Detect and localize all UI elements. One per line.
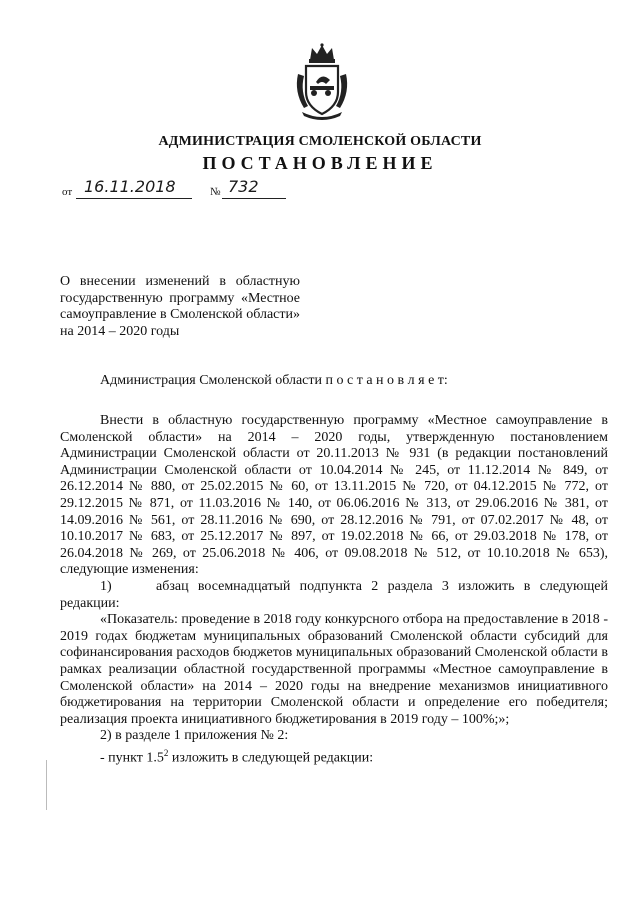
- item-2-subitem: [60, 745, 608, 767]
- item-1-text: абзац восемнадцатый подпункта 2 раздела 3 изложить в следующей редакции:: [60, 578, 608, 611]
- coat-of-arms-icon: [292, 42, 352, 122]
- date-value: 16.11.2018: [84, 177, 176, 196]
- intro-paragraph: Внести в областную государственную программу «Местное самоуправление в Смоленской области» на 2014 – 2020 годы, утвержденную постановлением Администрации Смоленской области от 20.11.2013 № 931 (в редакции постановлений Администрации Смоленской области от 10.04.2014 № 245, от 11.12.2014 № 849, от 26.12.2014 № 880, от 25.02.2015 № 60, от 13.11.2015 № 720, от 04.12.2015 № 772, от 29.12.2015 № 871, от 11.03.2016 № 140, от 06.06.2016 № 313, от 29.06.2016 № 381, от 14.09.2016 № 561, от 28.11.2016 № 690, от 28.12.2016 № 791, от 07.02.2017 № 48, от 10.10.2017 № 683, от 25.12.2017 № 897, от 19.02.2018 № 66, от 29.03.2018 № 178, от 26.04.2018 № 269, от 25.06.2018 № 406, от 09.08.2018 № 512, от 10.10.2018 № 653), следующие изменения:: [60, 413, 608, 578]
- item-2-sub-prefix: - пункт 1.5: [100, 750, 164, 766]
- item-2-sub-superscript: 2: [163, 747, 169, 758]
- document-type-title: ПОСТАНОВЛЕНИЕ: [202, 153, 438, 173]
- document-body: [60, 413, 608, 767]
- item-2: 2) в разделе 1 приложения № 2:: [100, 728, 289, 744]
- organization-title: АДМИНИСТРАЦИЯ СМОЛЕНСКОЙ ОБЛАСТИ: [158, 134, 482, 149]
- item-1-number: 1): [100, 578, 112, 594]
- number-value: 732: [228, 177, 259, 196]
- item-2-sub-suffix: изложить в следующей редакции:: [168, 750, 374, 766]
- date-prefix: от: [62, 186, 73, 198]
- number-prefix: №: [210, 186, 221, 198]
- order-line: Администрация Смоленской области п о с т а н о в л я е т:: [100, 373, 448, 388]
- number-underline: [222, 198, 286, 199]
- date-underline: [76, 198, 192, 199]
- quoted-paragraph: «Показатель: проведение в 2018 году конкурсного отбора на предоставление в 2018 - 2019 годах бюджетам муниципальных образований Смоленской области субсидий для софинансирования расходов бюджетов муниципальных образований Смоленской области в рамках реализации областной государственной программы «Местное самоуправление в Смоленской области» на 2014 – 2020 годы на внедрение механизмов инициативного бюджетирования на территории Смоленской области и определение его победителя; реализация проекта инициативного бюджетирования в 2019 году – 100%;»;: [60, 612, 608, 727]
- scan-margin-line: [46, 760, 47, 810]
- document-subject: О внесении изменений в областную государственную программу «Местное самоуправление в Смоленской области» на 2014 – 2020 годы: [60, 274, 300, 339]
